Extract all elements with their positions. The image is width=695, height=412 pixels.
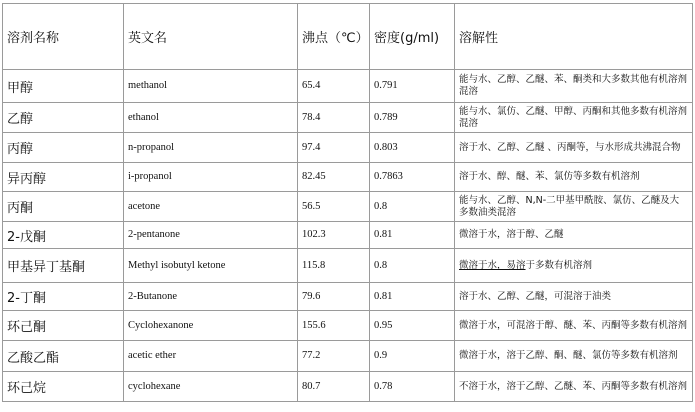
english-name: Cyclohexanone (124, 311, 298, 341)
english-name: 2-Butanone (124, 283, 298, 311)
density: 0.8 (370, 192, 455, 222)
english-name: Methyl isobutyl ketone (124, 249, 298, 283)
english-name: acetic ether (124, 341, 298, 372)
solubility: 溶于水、乙醇、乙醚 、丙酮等，与水形成共沸混合物 (455, 133, 693, 163)
header-row (3, 4, 693, 70)
english-name: i-propanol (124, 163, 298, 192)
table-row (3, 341, 693, 372)
english-name: acetone (124, 192, 298, 222)
solvent-name: 异丙醇 (3, 163, 124, 192)
table-row (3, 163, 693, 192)
boiling-point: 102.3 (298, 222, 370, 249)
solvent-name: 乙酸乙酯 (3, 341, 124, 372)
table-row (3, 222, 693, 249)
density: 0.789 (370, 103, 455, 133)
solubility: 能与水、乙醇、N,N-二甲基甲酰胺、氯仿、乙醚及大多数油类混溶 (455, 192, 693, 222)
density: 0.81 (370, 283, 455, 311)
solubility-rest: 于多数有机溶剂 (525, 259, 593, 271)
boiling-point: 77.2 (298, 341, 370, 372)
boiling-point: 65.4 (298, 70, 370, 103)
boiling-point: 155.6 (298, 311, 370, 341)
solubility: 不溶于水，溶于乙醇、乙醚、苯、丙酮等多数有机溶剂 (455, 372, 693, 402)
table-row (3, 70, 693, 103)
solvent-name: 环己烷 (3, 372, 124, 402)
solubility (455, 249, 693, 283)
solvent-table (2, 3, 693, 402)
solubility: 微溶于水，可混溶于醇、醚、苯、丙酮等多数有机溶剂 (455, 311, 693, 341)
density: 0.95 (370, 311, 455, 341)
solubility: 微溶于水，溶于醇、乙醚 (455, 222, 693, 249)
header-english-name: 英文名 (124, 4, 298, 70)
density: 0.7863 (370, 163, 455, 192)
boiling-point: 56.5 (298, 192, 370, 222)
density: 0.791 (370, 70, 455, 103)
header-solubility: 溶解性 (455, 4, 693, 70)
density: 0.9 (370, 341, 455, 372)
boiling-point: 97.4 (298, 133, 370, 163)
density: 0.81 (370, 222, 455, 249)
solubility: 能与水、氯仿、乙醚、甲醇、丙酮和其他多数有机溶剂混溶 (455, 103, 693, 133)
solvent-name: 2-丁酮 (3, 283, 124, 311)
solubility-underlined: 微溶于水，易溶 (459, 259, 526, 271)
english-name: 2-pentanone (124, 222, 298, 249)
english-name: methanol (124, 70, 298, 103)
table-row (3, 249, 693, 283)
solvent-name: 乙醇 (3, 103, 124, 133)
table-row (3, 103, 693, 133)
density: 0.803 (370, 133, 455, 163)
header-density: 密度(g/ml) (370, 4, 455, 70)
solvent-name: 甲基异丁基酮 (3, 249, 124, 283)
boiling-point: 80.7 (298, 372, 370, 402)
english-name: ethanol (124, 103, 298, 133)
english-name: cyclohexane (124, 372, 298, 402)
solubility: 溶于水、乙醇、乙醚，可混溶于油类 (455, 283, 693, 311)
header-boiling-point: 沸点（℃） (298, 4, 370, 70)
density: 0.8 (370, 249, 455, 283)
header-solvent-name: 溶剂名称 (3, 4, 124, 70)
table-row (3, 283, 693, 311)
solvent-name: 2-戊酮 (3, 222, 124, 249)
solubility: 能与水、乙醇、乙醚、苯、酮类和大多数其他有机溶剂混溶 (455, 70, 693, 103)
table-row (3, 372, 693, 402)
density: 0.78 (370, 372, 455, 402)
solvent-name: 环己酮 (3, 311, 124, 341)
english-name: n-propanol (124, 133, 298, 163)
boiling-point: 115.8 (298, 249, 370, 283)
boiling-point: 79.6 (298, 283, 370, 311)
solvent-name: 甲醇 (3, 70, 124, 103)
solvent-name: 丙酮 (3, 192, 124, 222)
solubility: 微溶于水，溶于乙醇、酮、醚、氯仿等多数有机溶剂 (455, 341, 693, 372)
boiling-point: 82.45 (298, 163, 370, 192)
table-row (3, 311, 693, 341)
solvent-name: 丙醇 (3, 133, 124, 163)
boiling-point: 78.4 (298, 103, 370, 133)
table-row (3, 192, 693, 222)
solubility: 溶于水、醇、醚、苯、氯仿等多数有机溶剂 (455, 163, 693, 192)
table-row (3, 133, 693, 163)
